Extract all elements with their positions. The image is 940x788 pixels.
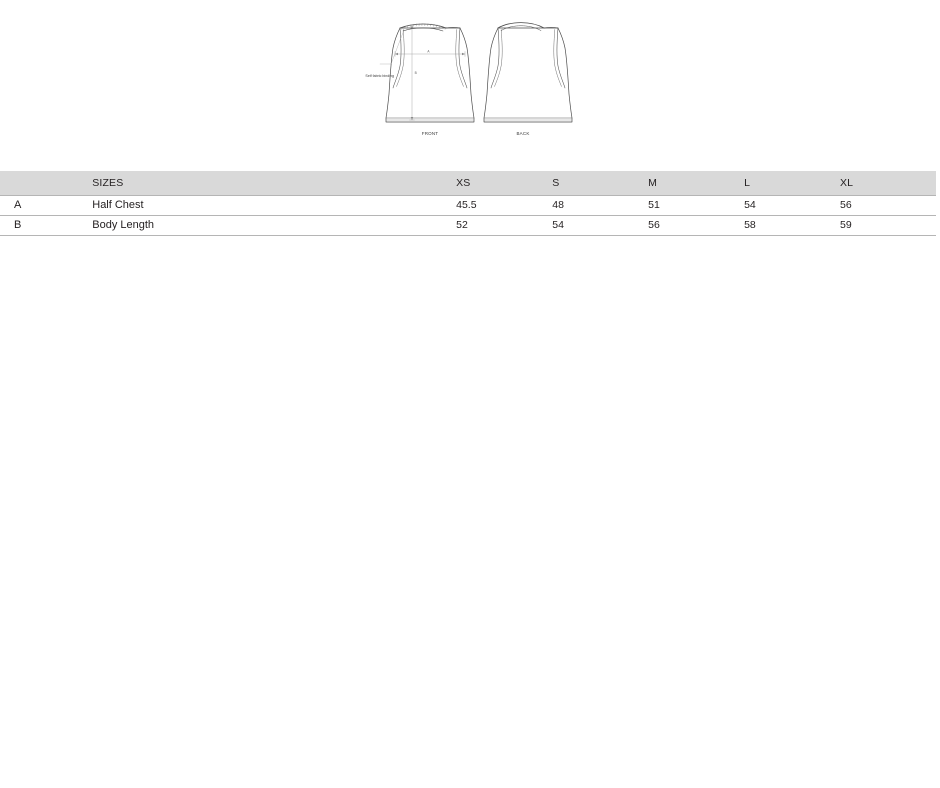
body-length-xl: 59 (840, 219, 852, 231)
header-size-xl: XL (840, 176, 854, 189)
table-row (0, 215, 936, 235)
table-header-row (0, 171, 936, 195)
row-label-body-length: Body Length (92, 219, 155, 231)
body-length-m: 56 (648, 219, 660, 231)
half-chest-l: 54 (744, 199, 756, 211)
back-view-caption: BACK (516, 131, 530, 136)
half-chest-m: 51 (648, 199, 660, 211)
garment-technical-drawing (0, 0, 940, 150)
row-key-b: B (14, 219, 22, 231)
header-size-l: L (744, 176, 751, 189)
size-chart-header (0, 171, 936, 195)
size-chart-body (0, 195, 936, 235)
header-key-column (0, 171, 92, 195)
half-chest-xs: 45.5 (456, 199, 477, 211)
half-chest-xl: 56 (840, 199, 852, 211)
body-length-s: 54 (552, 219, 564, 231)
tank-top-line-drawing (360, 8, 590, 133)
svg-text:A: A (427, 49, 430, 54)
body-length-xs: 52 (456, 219, 468, 231)
body-length-l: 58 (744, 219, 756, 231)
table-row (0, 195, 936, 215)
row-label-half-chest: Half Chest (92, 199, 144, 211)
half-chest-s: 48 (552, 199, 564, 211)
row-key-a: A (14, 199, 22, 211)
header-size-s: S (552, 176, 560, 189)
header-sizes-label: SIZES (92, 176, 124, 189)
binding-annotation: Self fabric binding (365, 74, 394, 78)
size-chart-table (0, 171, 936, 236)
header-size-m: M (648, 176, 658, 189)
header-size-xs: XS (456, 176, 471, 189)
svg-text:B: B (414, 71, 417, 75)
front-view-caption: FRONT (421, 131, 439, 136)
